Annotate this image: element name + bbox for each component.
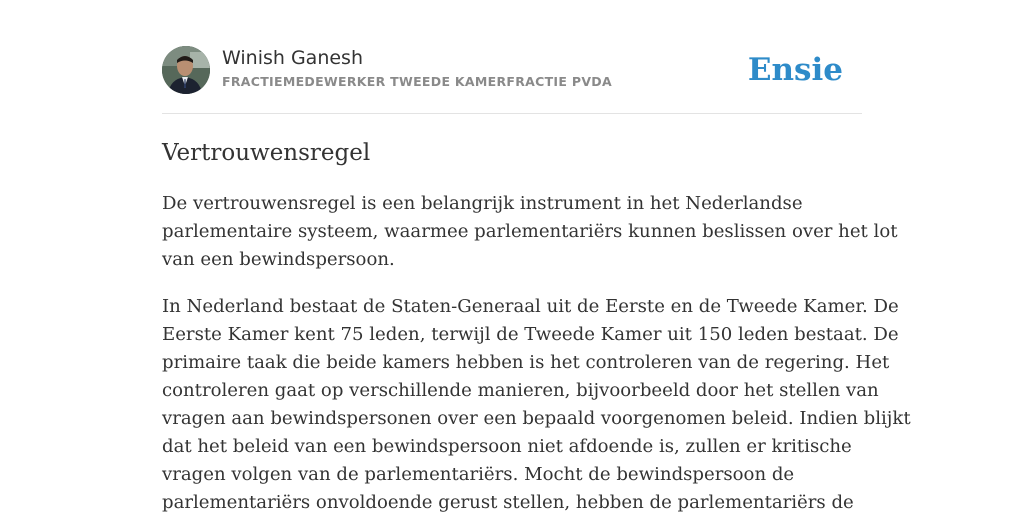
paragraph-line: Eerste Kamer kent 75 leden, terwijl de Tweede Kamer uit 150 leden bestaat. De — [162, 324, 899, 345]
paragraph-line: parlementaire systeem, waarmee parlementariërs kunnen beslissen over het lot — [162, 221, 898, 242]
author-header — [162, 46, 862, 96]
ensie-logo[interactable]: Ensie — [747, 52, 843, 88]
paragraph-line: van een bewindspersoon. — [162, 249, 395, 270]
article-body — [162, 190, 911, 512]
paragraph-line: vragen volgen van de parlementariërs. Mocht de bewindspersoon de — [162, 464, 795, 485]
paragraph-line: parlementariërs onvoldoende gerust stellen, hebben de parlementariërs de — [162, 492, 854, 512]
author-avatar[interactable] — [162, 46, 210, 94]
author-name[interactable]: Winish Ganesh — [222, 47, 363, 69]
paragraph-line: vragen aan bewindspersonen over een bepaald voorgenomen beleid. Indien blijkt — [162, 408, 911, 429]
header-divider — [162, 113, 862, 114]
paragraph-line: controleren gaat op verschillende manieren, bijvoorbeeld door het stellen van — [162, 380, 879, 401]
avatar-portrait-image — [162, 46, 210, 94]
article-paragraph — [162, 293, 911, 512]
paragraph-line: De vertrouwensregel is een belangrijk instrument in het Nederlandse — [162, 193, 803, 214]
paragraph-line: dat het beleid van een bewindspersoon niet afdoende is, zullen er kritische — [162, 436, 852, 457]
author-role: FRACTIEMEDEWERKER TWEEDE KAMERFRACTIE PVDA — [222, 74, 612, 89]
paragraph-line: In Nederland bestaat de Staten-Generaal uit de Eerste en de Tweede Kamer. De — [162, 296, 899, 317]
article-paragraph — [162, 190, 898, 274]
article-title: Vertrouwensregel — [162, 140, 371, 166]
paragraph-line: primaire taak die beide kamers hebben is het controleren van de regering. Het — [162, 352, 890, 373]
